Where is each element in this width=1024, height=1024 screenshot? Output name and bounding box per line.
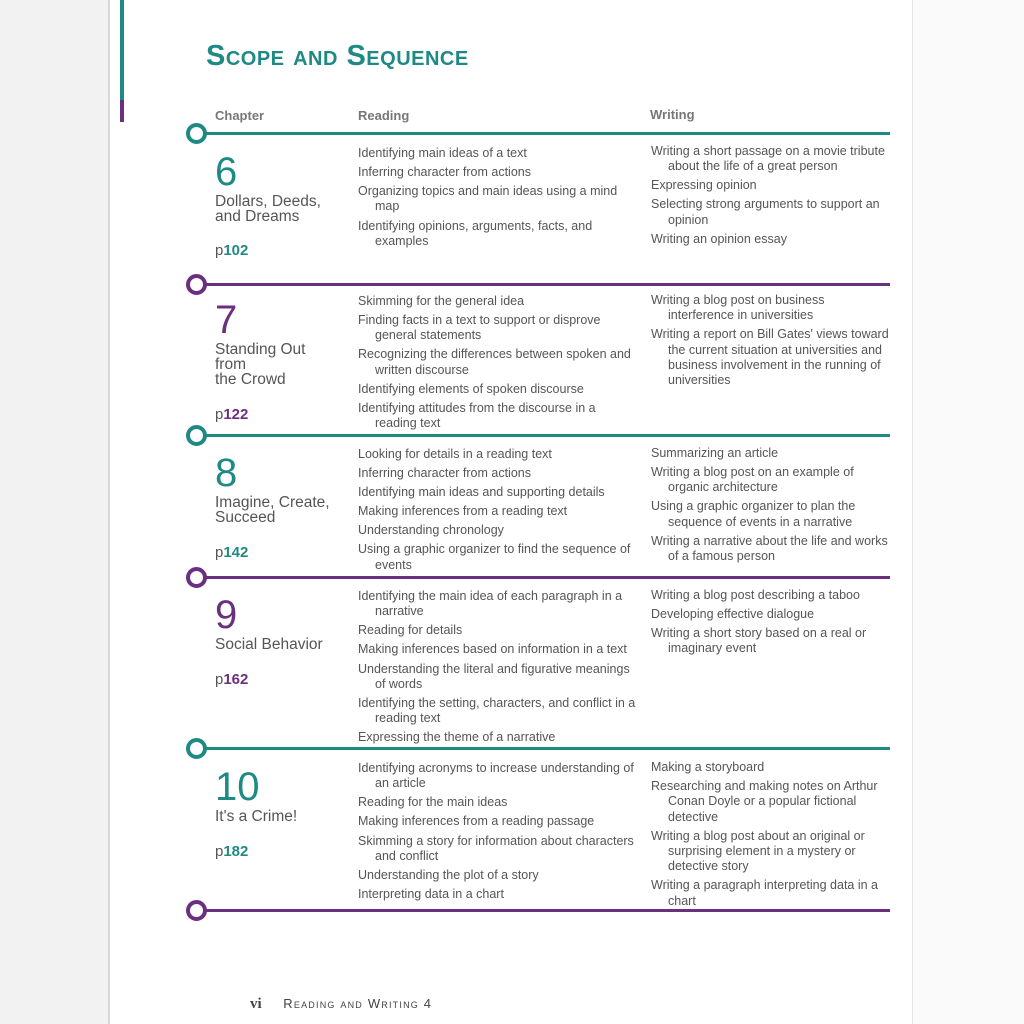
chapter-cell xyxy=(215,595,345,652)
chapter-page-link[interactable] xyxy=(215,544,248,561)
chapter-title: It's a Crime! xyxy=(215,808,298,825)
reading-item: Understanding chronology xyxy=(358,523,504,538)
row-divider xyxy=(204,576,890,579)
timeline-node-icon xyxy=(186,425,207,446)
chapter-title: Imagine, Create, Succeed xyxy=(215,494,330,526)
writing-item: Expressing opinion xyxy=(651,178,757,193)
writing-item: Writing a blog post on an example of organic architecture xyxy=(651,465,854,495)
reading-item: Using a graphic organizer to find the sequence of events xyxy=(358,542,631,572)
timeline-node-icon xyxy=(186,123,207,144)
reading-item: Identifying acronyms to increase understanding of an article xyxy=(358,761,634,791)
writing-item: Writing a short story based on a real or imaginary event xyxy=(651,626,867,656)
reading-item: Inferring character from actions xyxy=(358,165,531,180)
chapter-page-link[interactable] xyxy=(215,406,248,423)
reading-item: Understanding the literal and figurative meanings of words xyxy=(358,661,630,691)
writing-item: Writing a blog post about an original or surprising element in a mystery or detective story xyxy=(651,828,865,874)
reading-item: Understanding the plot of a story xyxy=(358,867,539,882)
page-prefix: p xyxy=(215,406,224,423)
reading-item: Inferring character from actions xyxy=(358,466,531,481)
reading-item: Identifying the main idea of each paragraph in a narrative xyxy=(358,589,623,619)
reading-item: Skimming for the general idea xyxy=(358,294,525,308)
row-divider xyxy=(204,132,890,135)
page-number: 142 xyxy=(223,544,249,561)
chapter-cell xyxy=(215,767,345,824)
page-number: 102 xyxy=(223,242,249,259)
chapter-cell xyxy=(215,300,345,387)
row-divider xyxy=(204,747,890,750)
timeline-node-icon xyxy=(186,567,207,588)
reading-item: Identifying main ideas of a text xyxy=(358,146,527,160)
page-number: vi xyxy=(250,996,262,1012)
writing-item: Writing an opinion essay xyxy=(651,231,787,246)
chapter-number: 8 xyxy=(215,451,238,495)
reading-item: Making inferences from a reading text xyxy=(358,504,568,519)
header-chapter: Chapter xyxy=(215,108,265,123)
reading-list xyxy=(358,589,640,749)
chapter-number: 10 xyxy=(215,765,260,809)
reading-item: Skimming a story for information about characters and conflict xyxy=(358,833,634,863)
reading-item: Expressing the theme of a narrative xyxy=(358,730,556,745)
chapter-title: Dollars, Deeds, and Dreams xyxy=(215,193,321,225)
reading-item: Reading for the main ideas xyxy=(358,795,508,810)
header-reading: Reading xyxy=(358,108,410,123)
timeline-node-icon xyxy=(186,274,207,295)
chapter-page-link[interactable] xyxy=(215,671,248,688)
page-prefix: p xyxy=(215,671,224,688)
timeline-node-icon xyxy=(186,900,207,921)
writing-item: Writing a blog post on business interference in universities xyxy=(651,293,825,323)
page-footer xyxy=(250,996,432,1013)
page-number: 162 xyxy=(223,671,249,688)
scan-margin-left xyxy=(0,0,108,1024)
writing-list xyxy=(651,293,891,392)
reading-item: Finding facts in a text to support or disprove general statements xyxy=(358,313,601,343)
page-gutter-line xyxy=(108,0,110,1024)
writing-item: Summarizing an article xyxy=(651,446,779,460)
reading-item: Identifying main ideas and supporting details xyxy=(358,485,605,500)
purple-accent-bar xyxy=(120,100,124,122)
reading-item: Identifying elements of spoken discourse xyxy=(358,381,584,396)
reading-item: Identifying opinions, arguments, facts, and examples xyxy=(358,218,593,248)
reading-item: Identifying the setting, characters, and conflict in a reading text xyxy=(358,695,636,726)
writing-list xyxy=(651,588,891,661)
reading-list xyxy=(358,146,640,253)
chapter-number: 7 xyxy=(215,298,238,342)
reading-item: Looking for details in a reading text xyxy=(358,447,552,461)
chapter-title: Standing Out from the Crowd xyxy=(215,341,306,388)
writing-list xyxy=(651,760,891,913)
writing-item: Writing a paragraph interpreting data in a chart xyxy=(651,878,878,908)
chapter-cell xyxy=(215,152,345,224)
reading-item: Identifying attitudes from the discourse in a reading text xyxy=(358,400,596,431)
chapter-number: 9 xyxy=(215,593,238,637)
page-number: 122 xyxy=(223,406,249,423)
chapter-page-link[interactable] xyxy=(215,843,248,860)
reading-item: Making inferences based on information in a text xyxy=(358,642,627,657)
reading-list xyxy=(358,447,640,577)
header-writing: Writing xyxy=(650,107,695,122)
chapter-page-link[interactable] xyxy=(215,242,248,259)
page-prefix: p xyxy=(215,242,224,259)
page-prefix: p xyxy=(215,544,224,561)
writing-item: Researching and making notes on Arthur Conan Doyle or a popular fictional detective xyxy=(651,779,878,824)
row-divider xyxy=(204,434,890,437)
reading-list xyxy=(358,761,640,906)
reading-list xyxy=(358,294,640,435)
writing-item: Writing a short passage on a movie tribute about the life of a great person xyxy=(651,144,885,174)
writing-list xyxy=(651,144,891,251)
writing-item: Writing a blog post describing a taboo xyxy=(651,588,860,602)
writing-item: Developing effective dialogue xyxy=(651,607,815,622)
row-divider xyxy=(204,909,890,912)
writing-item: Selecting strong arguments to support an opinion xyxy=(651,197,880,227)
writing-item: Using a graphic organizer to plan the sequence of events in a narrative xyxy=(651,499,856,529)
writing-item: Making a storyboard xyxy=(651,760,765,774)
reading-item: Making inferences from a reading passage xyxy=(358,814,595,829)
writing-item: Writing a narrative about the life and works of a famous person xyxy=(651,533,888,564)
row-divider xyxy=(204,283,890,286)
scan-margin-right xyxy=(912,0,1024,1024)
writing-list xyxy=(651,446,891,568)
reading-item: Reading for details xyxy=(358,623,463,638)
page-title: Scope and Sequence xyxy=(206,40,469,72)
reading-item: Organizing topics and main ideas using a mind map xyxy=(358,184,618,214)
timeline-node-icon xyxy=(186,738,207,759)
book-title: Reading and Writing 4 xyxy=(283,996,433,1011)
reading-item: Recognizing the differences between spoken and written discourse xyxy=(358,347,631,377)
page-prefix: p xyxy=(215,843,224,860)
writing-item: Writing a report on Bill Gates' views toward the current situation at universities and business involvement in the running of universities xyxy=(651,327,889,388)
chapter-cell xyxy=(215,453,345,525)
chapter-number: 6 xyxy=(215,150,238,194)
chapter-title: Social Behavior xyxy=(215,636,323,653)
teal-accent-bar xyxy=(120,0,124,100)
reading-item: Interpreting data in a chart xyxy=(358,887,504,902)
page-number: 182 xyxy=(223,843,249,860)
